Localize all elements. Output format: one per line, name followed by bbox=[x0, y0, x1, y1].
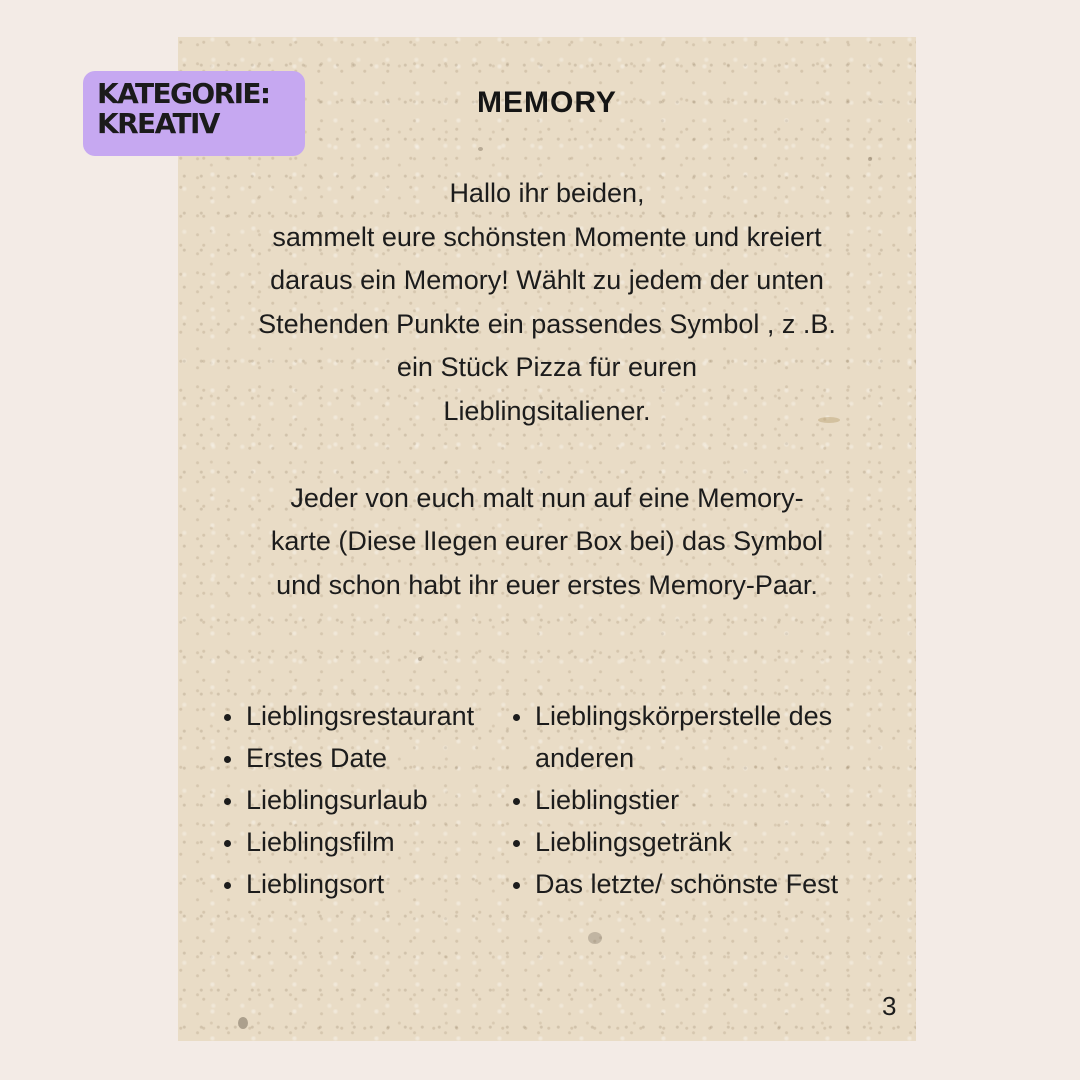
list-item: Lieblingsgetränk bbox=[511, 821, 880, 863]
intro-line: daraus ein Memory! Wählt zu jedem der unten bbox=[270, 265, 824, 295]
paragraph-gap bbox=[208, 433, 886, 477]
list-right bbox=[511, 695, 880, 905]
category-badge-line1: KATEGORIE: bbox=[97, 77, 270, 110]
intro-line: ein Stück Pizza für euren bbox=[396, 352, 698, 382]
list-left bbox=[222, 695, 474, 905]
list-item: Lieblingsrestaurant bbox=[222, 695, 474, 737]
list-item: Erstes Date bbox=[222, 737, 474, 779]
list-item: Lieblingsfilm bbox=[222, 821, 474, 863]
intro-line: Lieblingsitaliener. bbox=[443, 395, 651, 426]
page-number: 3 bbox=[882, 991, 897, 1021]
list-item: Lieblingsort bbox=[222, 863, 474, 905]
intro-text bbox=[208, 172, 886, 607]
list-item: Das letzte/ schönste Fest bbox=[511, 863, 880, 905]
list-item: Lieblingskörperstelle des anderen bbox=[511, 695, 880, 779]
intro-line: Stehenden Punkte ein passendes Symbol , z .B. bbox=[258, 308, 836, 339]
list-item: Lieblingstier bbox=[511, 779, 880, 821]
intro-line: sammelt eure schönsten Momente und kreiert bbox=[272, 221, 822, 252]
instruction-line: Jeder von euch malt nun auf eine Memory- bbox=[290, 482, 804, 513]
list-item: Lieblingsurlaub bbox=[222, 779, 474, 821]
instruction-line: karte (Diese lIegen eurer Box bei) das Symbol bbox=[270, 526, 824, 556]
intro-line: Hallo ihr beiden, bbox=[449, 178, 645, 208]
instruction-line: und schon habt ihr euer erstes Memory-Paar. bbox=[276, 569, 818, 600]
category-badge-line2: KREATIV bbox=[97, 107, 219, 140]
page-title: MEMORY bbox=[477, 86, 617, 119]
